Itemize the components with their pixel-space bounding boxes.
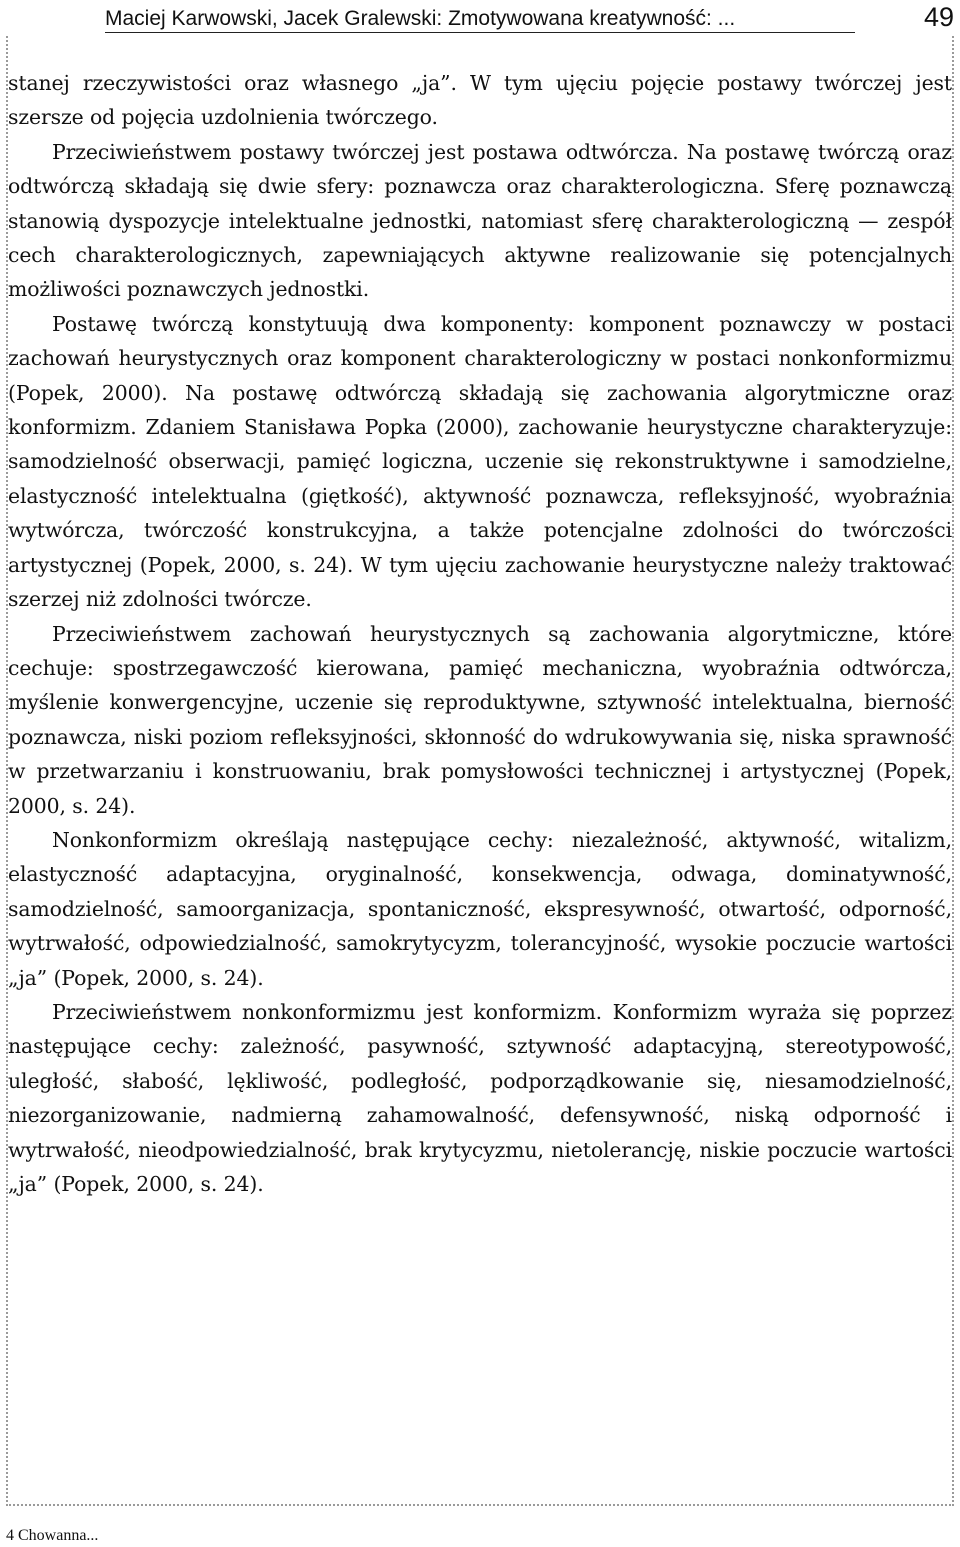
paragraph: Nonkonformizm określają następujące cechy: niezależność, aktywność, witalizm, elastyczność adaptacyjna, oryginalność, konsekwencja, odwaga, dominatywność, samodzielność, samoorganizacja, spontaniczność, ekspresywność, otwartość, odporność, wytrwałość, odpowiedzialność, samokrytycyzm, tolerancyjność, wysokie poczucie wartości „ja” (Popek, 2000, s. 24). bbox=[8, 827, 952, 990]
paragraph: Przeciwieństwem nonkonformizmu jest konformizm. Konformizm wyraża się poprzez następujące cechy: zależność, pasywność, sztywność adaptacyjną, stereotypowość, uległość, słabość, lękliwość, podległość, podporządkowanie się, niesamodzielność, niezorganizowanie, nadmierną zahamowalność, defensywność, niską odporność i wytrwałość, nieodpowiedzialność, brak krytycyzmu, nietolerancję, niskie poczucie wartości „ja” (Popek, 2000, s. 24). bbox=[8, 999, 952, 1196]
paragraph: Przeciwieństwem zachowań heurystycznych są zachowania algorytmiczne, które cechuje: spostrzegawczość kierowana, pamięć mechaniczna, wyobraźnia odtwórcza, myślenie konwergencyjne, uczenie się reproduktywne, sztywność intelektualna, bierność poznawcza, niski poziom refleksyjności, skłonność do wdrukowywania się, niska sprawność w przetwarzaniu i konstruowaniu, brak pomysłowości technicznej i artystycznej (Popek, 2000, s. 24). bbox=[8, 621, 952, 818]
paragraph: Przeciwieństwem postawy twórczej jest postawa odtwórcza. Na postawę twórczą oraz odtwórczą składają się dwie sfery: poznawcza oraz charakterologiczna. Sferę poznawczą stanowią dyspozycje intelektualne jednostki, natomiast sferę charakterologiczną — zespół cech charakterologicznych, zapewniających aktywne realizowanie się potencjalnych możliwości poznawczych jednostki. bbox=[8, 139, 952, 302]
paragraph-continuation: stanej rzeczywistości oraz własnego „ja”. W tym ujęciu pojęcie postawy twórczej jest szersze od pojęcia uzdolnienia twórczego. bbox=[8, 71, 952, 130]
running-head-title: Maciej Karwowski, Jacek Gralewski: Zmotywowana kreatywność: ... bbox=[105, 7, 736, 30]
running-head bbox=[105, 6, 855, 33]
footer-signature: 4 Chowanna... bbox=[6, 1527, 99, 1544]
page-number: 49 bbox=[923, 2, 954, 32]
paragraph: Postawę twórczą konstytuują dwa komponenty: komponent poznawczy w postaci zachowań heurystycznych oraz komponent charakterologiczny w postaci nonkonformizmu (Popek, 2000). Na postawę odtwórczą składają się zachowania algorytmiczne oraz konformizm. Zdaniem Stanisława Popka (2000), zachowanie heurystyczne charakteryzuje: samodzielność obserwacji, pamięć logiczna, uczenie się rekonstruktywne i samodzielne, elastyczność intelektualna (giętkość), aktywność poznawcza, refleksyjność, wyobraźnia wytwórcza, twórczość konstrukcyjna, a także potencjalne zdolności do twórczości artystycznej (Popek, 2000, s. 24). W tym ujęciu zachowanie heurystyczne należy traktować szerzej niż zdolności twórcze. bbox=[8, 311, 952, 612]
body-text bbox=[8, 66, 952, 1201]
